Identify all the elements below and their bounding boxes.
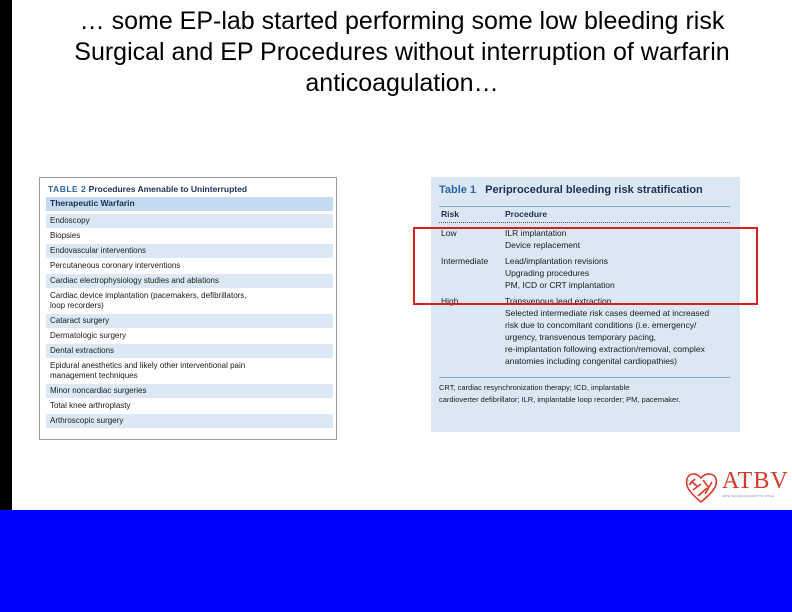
table-1-header-row xyxy=(439,206,730,223)
table-1-footnote xyxy=(439,377,730,406)
title-line-3: anticoagulation… xyxy=(305,69,499,97)
procedure-item: PM, ICD or CRT implantation xyxy=(505,280,615,290)
risk-level: Intermediate xyxy=(441,256,489,266)
risk-level: Low xyxy=(441,228,457,238)
procedure-item: urgency, transvenous temporary pacing, xyxy=(505,332,657,342)
title-line-2: Surgical and EP Procedures without interruption of warfarin xyxy=(74,38,730,66)
table-2-caption-line-2: Therapeutic Warfarin xyxy=(46,197,333,211)
procedure-item: Upgrading procedures xyxy=(505,268,590,278)
procedure-item: Selected intermediate risk cases deemed at increased xyxy=(505,308,710,318)
table-2-procedures-warfarin xyxy=(39,177,337,440)
table-2-row: Total knee arthroplasty xyxy=(46,399,333,414)
table-2-row: Endovascular interventions xyxy=(46,244,333,259)
left-black-bar xyxy=(0,0,12,510)
table-2-row: Biopsies xyxy=(46,229,333,244)
procedure-item: anatomies including congenital cardiopathies) xyxy=(505,356,677,366)
procedure-column-header: Procedure xyxy=(505,209,548,219)
title-line-1: … some EP-lab started performing some low bleeding risk xyxy=(79,7,725,35)
procedure-item: Device replacement xyxy=(505,240,581,250)
table-2-row: Dermatologic surgery xyxy=(46,329,333,344)
table-2-tag: TABLE 2 xyxy=(48,184,87,194)
procedure-item: re-implantation following extraction/removal, complex xyxy=(505,344,705,354)
procedure-list xyxy=(505,295,730,367)
procedure-item: Lead/implantation revisions xyxy=(505,256,609,266)
procedure-item: Transvenous lead extraction xyxy=(505,296,612,306)
table-2-row: Cataract surgery xyxy=(46,314,333,329)
table-2-row: Epidural anesthetics and likely other interventional pain management techniques xyxy=(46,359,333,384)
table-2-row: Cardiac device implantation (pacemakers, defibrillators, loop recorders) xyxy=(46,289,333,314)
footnote-line-2: cardioverter defibrillator; ILR, implantable loop recorder; PM, pacemaker. xyxy=(439,395,681,404)
highlight-box xyxy=(413,227,758,305)
table-2-rows xyxy=(46,214,333,429)
table-1-tag: Table 1 xyxy=(439,184,477,196)
procedure-item: risk due to concomitant conditions (i.e. emergency/ xyxy=(505,320,697,330)
table-2-row: Cardiac electrophysiology studies and ablations xyxy=(46,274,333,289)
table-1-caption-text: Periprocedural bleeding risk stratification xyxy=(485,184,703,196)
table-2-row: Endoscopy xyxy=(46,214,333,229)
table-1-caption xyxy=(439,184,730,196)
footer-band xyxy=(0,510,792,612)
slide-title xyxy=(14,6,790,99)
logo-text: ATBV xyxy=(722,468,789,494)
table-2-row: Arthroscopic surgery xyxy=(46,414,333,429)
table-2-row: Minor noncardiac surgeries xyxy=(46,384,333,399)
risk-level: High xyxy=(441,296,459,306)
footnote-line-1: CRT, cardiac resynchronization therapy; ICD, implantable xyxy=(439,383,630,392)
procedure-item: ILR implantation xyxy=(505,228,567,238)
table-2-row: Dental extractions xyxy=(46,344,333,359)
risk-column-header: Risk xyxy=(441,209,459,219)
risk-group-row xyxy=(439,295,730,367)
table-2-row: Percutaneous coronary interventions xyxy=(46,259,333,274)
logo-subtext: ARTE TECNOLOGIA BATTITO VITALE xyxy=(722,494,775,498)
table-2-caption xyxy=(48,184,333,195)
table-2-caption-line-1: Procedures Amenable to Uninterrupted xyxy=(88,184,248,194)
